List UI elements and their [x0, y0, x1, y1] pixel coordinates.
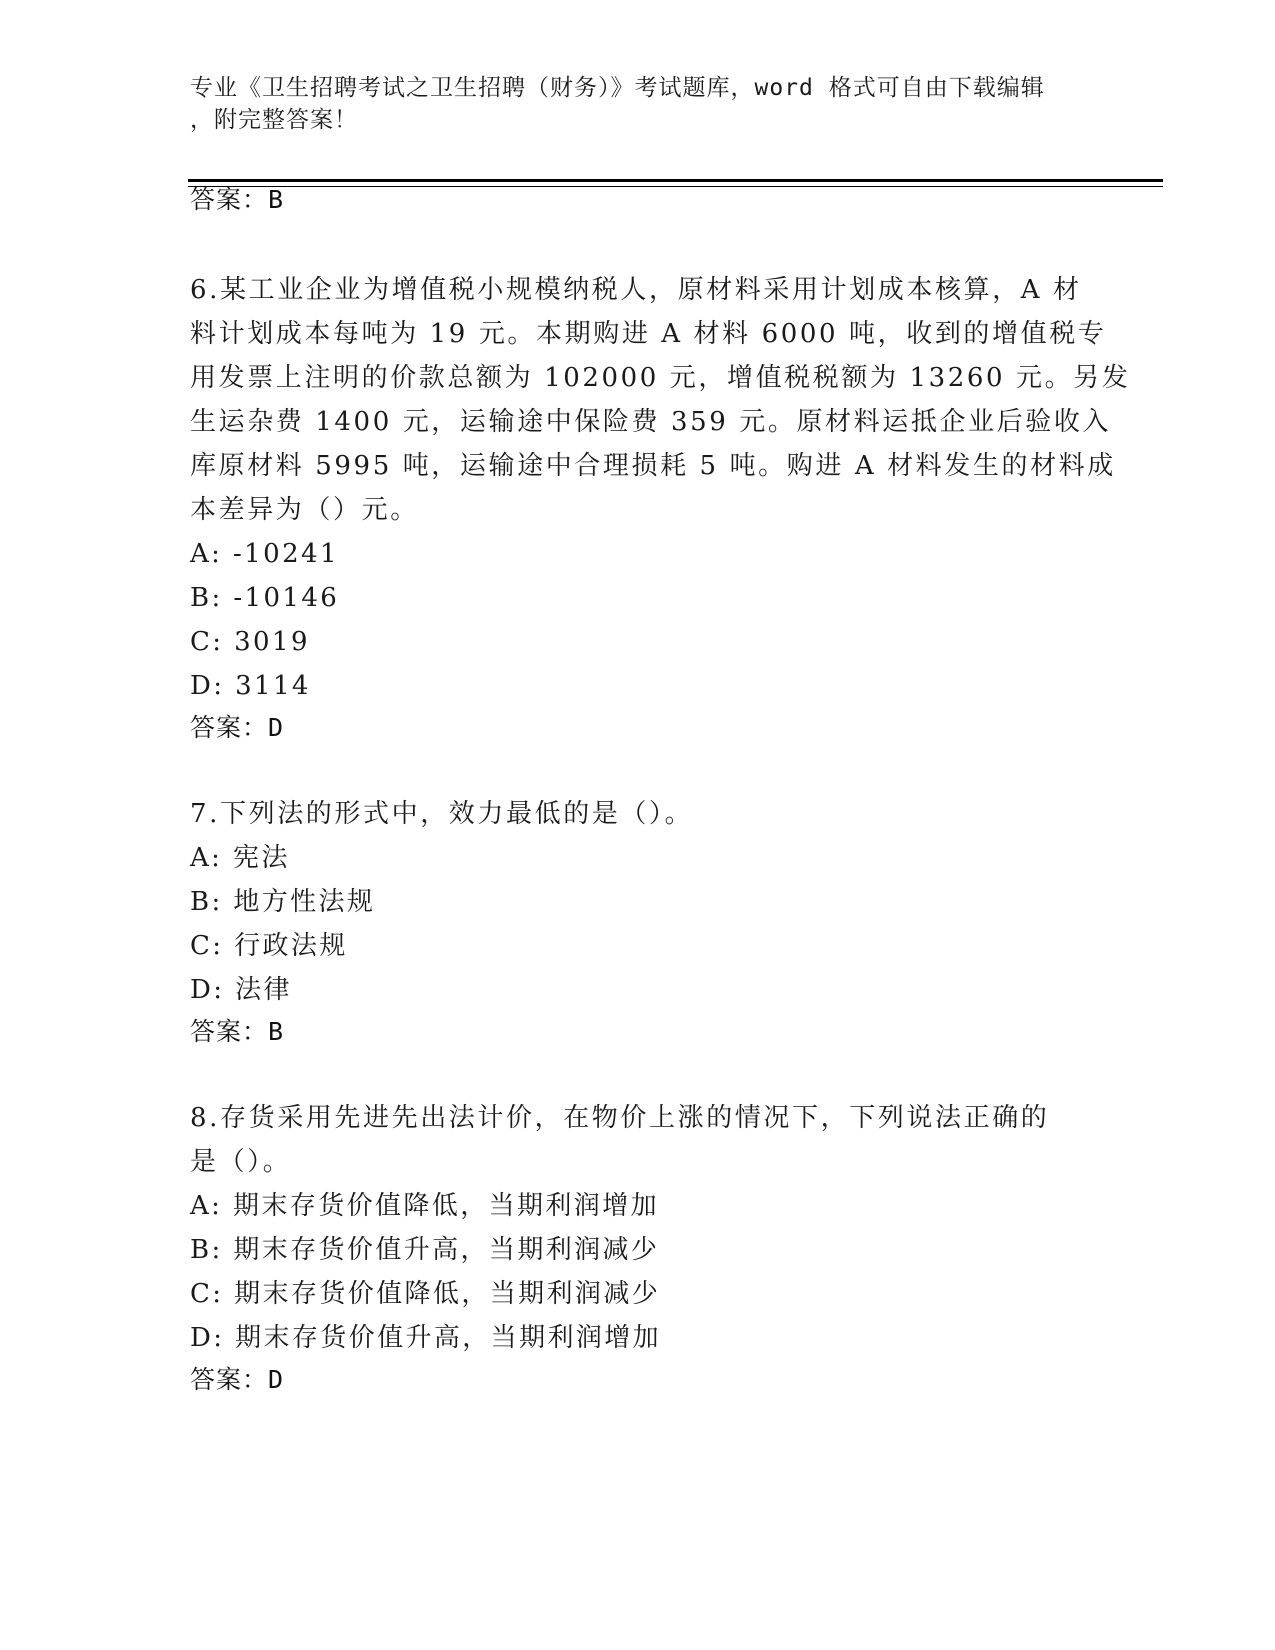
option-d: D: 期末存货价值升高，当期利润增加 — [190, 1323, 662, 1353]
header-divider-thick — [188, 179, 1163, 182]
option-a: A: -10241 — [190, 539, 339, 569]
question-text-line: 料计划成本每吨为 19 元。本期购进 A 材料 6000 吨，收到的增值税专 — [190, 319, 1107, 349]
question-text-line: 用发票上注明的价款总额为 102000 元，增值税税额为 13260 元。另发 — [190, 363, 1131, 393]
header-line: ，附完整答案！ — [190, 107, 358, 133]
answer-label: 答案：D — [190, 713, 285, 742]
question-text-line: 生运杂费 1400 元，运输途中保险费 359 元。原材料运抵企业后验收入 — [190, 407, 1112, 437]
question-text-line: 库原材料 5995 吨，运输途中合理损耗 5 吨。购进 A 材料发生的材料成 — [190, 451, 1116, 481]
question-text-line: 是（）。 — [190, 1147, 292, 1177]
option-d: D: 法律 — [190, 975, 292, 1005]
header-divider-thin — [188, 186, 1163, 187]
answer-label: 答案：B — [190, 185, 285, 214]
question-text-line: 6.某工业企业为增值税小规模纳税人，原材料采用计划成本核算，A 材 — [190, 275, 1082, 305]
answer-label: 答案：B — [190, 1017, 285, 1046]
option-b: B: -10146 — [190, 583, 340, 613]
option-c: C: 3019 — [190, 627, 310, 657]
question-text-line: 8.存货采用先进先出法计价，在物价上涨的情况下，下列说法正确的 — [190, 1103, 1050, 1133]
header-line: 专业《卫生招聘考试之卫生招聘（财务）》考试题库，word 格式可自由下载编辑 — [190, 75, 1045, 101]
question-text-line: 7.下列法的形式中，效力最低的是（）。 — [190, 799, 694, 829]
answer-label: 答案：D — [190, 1365, 285, 1394]
option-a: A: 宪法 — [190, 843, 290, 873]
option-d: D: 3114 — [190, 671, 311, 701]
question-text-line: 本差异为（）元。 — [190, 495, 419, 525]
option-c: C: 行政法规 — [190, 931, 348, 961]
option-a: A: 期末存货价值降低，当期利润增加 — [190, 1191, 660, 1221]
option-b: B: 地方性法规 — [190, 887, 376, 917]
option-c: C: 期末存货价值降低，当期利润减少 — [190, 1279, 661, 1309]
option-b: B: 期末存货价值升高，当期利润减少 — [190, 1235, 660, 1265]
document-header — [190, 72, 1090, 136]
